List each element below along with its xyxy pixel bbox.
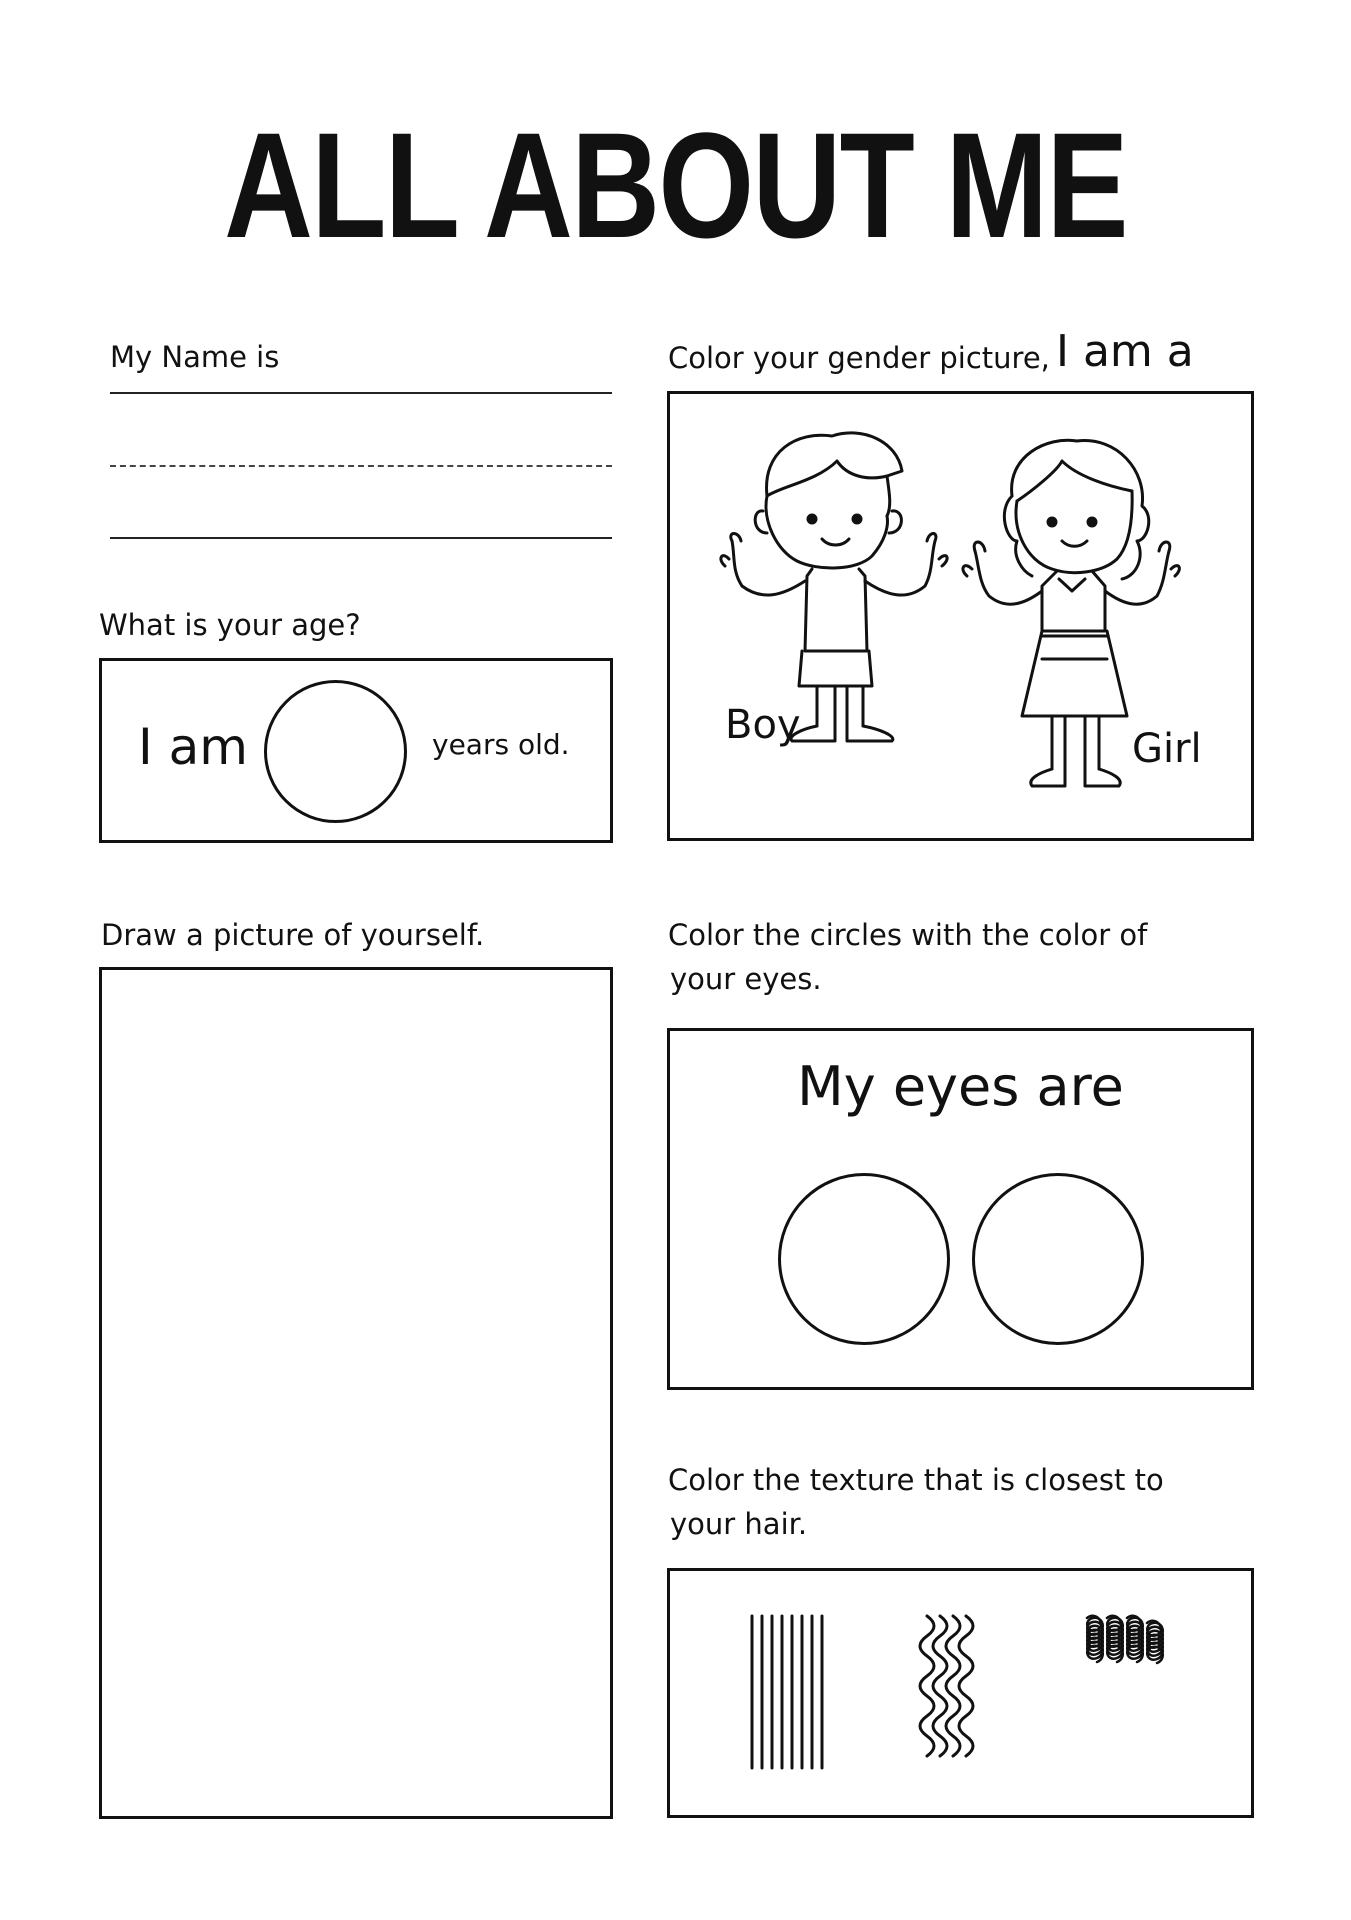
- boy-label: Boy: [725, 702, 801, 748]
- right-eye-circle[interactable]: [972, 1173, 1144, 1345]
- wavy-hair-texture[interactable]: [920, 1616, 973, 1756]
- name-top-line: [110, 392, 612, 394]
- name-dashed-line[interactable]: [110, 465, 612, 467]
- left-eye-circle[interactable]: [778, 1173, 950, 1345]
- name-label: My Name is: [110, 340, 280, 374]
- age-circle[interactable]: [264, 680, 407, 823]
- hair-textures: [667, 1568, 1254, 1818]
- age-suffix: years old.: [432, 728, 570, 761]
- gender-illustration: [667, 391, 1254, 841]
- eyes-heading: My eyes are: [797, 1055, 1124, 1118]
- boy-figure[interactable]: [721, 433, 947, 741]
- name-base-line: [110, 537, 612, 539]
- hair-instruction-line1: Color the texture that is closest to: [668, 1463, 1164, 1497]
- gender-instruction: Color your gender picture,: [668, 341, 1050, 375]
- straight-hair-texture[interactable]: [752, 1616, 822, 1768]
- age-question: What is your age?: [99, 608, 361, 642]
- eyes-instruction-line2: your eyes.: [670, 962, 822, 996]
- draw-instruction: Draw a picture of yourself.: [101, 918, 485, 952]
- gender-lead: I am a: [1056, 326, 1194, 377]
- eyes-instruction-line1: Color the circles with the color of: [668, 918, 1148, 952]
- curly-hair-texture[interactable]: [1087, 1616, 1163, 1663]
- hair-instruction-line2: your hair.: [670, 1507, 808, 1541]
- girl-label: Girl: [1132, 726, 1202, 772]
- page-title: ALL ABOUT ME: [224, 101, 1127, 269]
- age-prefix: I am: [138, 718, 248, 776]
- self-portrait-box[interactable]: [99, 967, 613, 1819]
